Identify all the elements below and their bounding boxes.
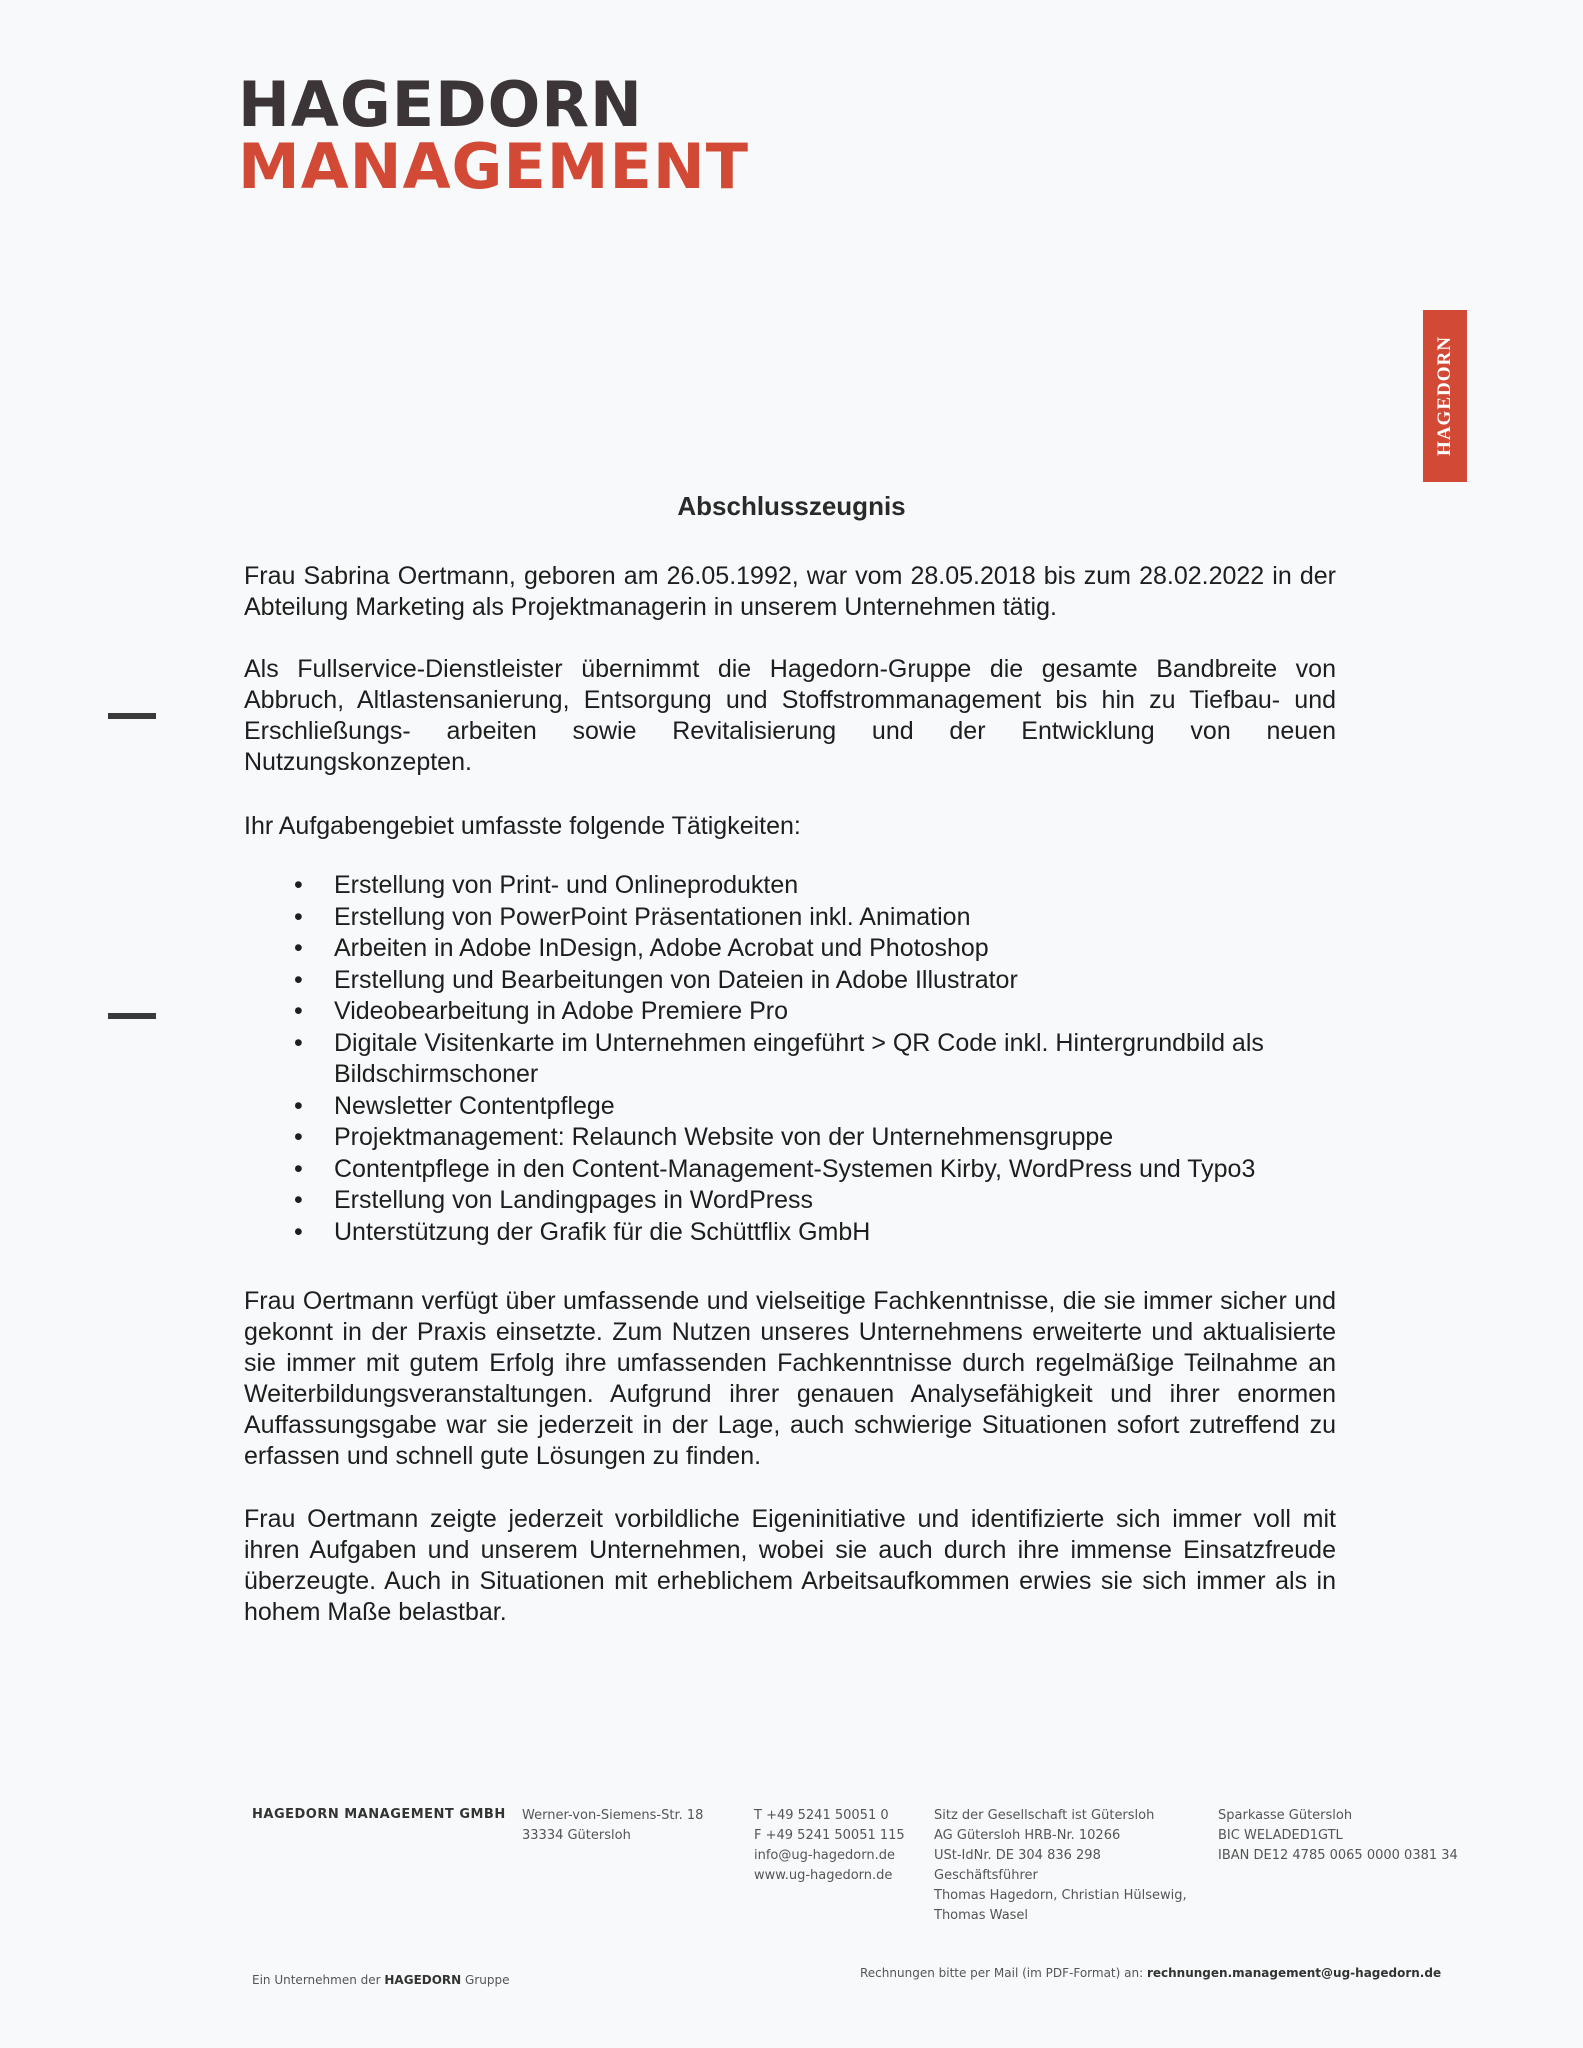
paragraph-intro: Frau Sabrina Oertmann, geboren am 26.05.1992, war vom 28.05.2018 bis zum 28.02.2022 in der Abteilung Marketing als Projektmanagerin in unserem Unternehmen tätig. <box>244 562 1336 621</box>
footer-email: info@ug-hagedorn.de <box>754 1848 895 1863</box>
paragraph-initiative: Frau Oertmann zeigte jederzeit vorbildliche Eigeninitiative und identifizierte sich immer voll mit ihren Aufgaben und unserem Unternehmen, wobei sie auch durch ihre immense Einsatzfreude überzeugte. Auch in Situationen mit erheblichem Arbeitsaufkommen erwies sie sich immer als in hohem Maße belastbar. <box>244 1505 1336 1626</box>
footer-legal-line: Thomas Wasel <box>934 1908 1029 1923</box>
company-logo <box>238 68 750 203</box>
paragraph-tasks-intro: Ihr Aufgabengebiet umfasste folgende Tätigkeiten: <box>244 812 801 840</box>
footer-address <box>522 1806 703 1846</box>
footer-group-suffix: Gruppe <box>465 1973 510 1987</box>
paragraph-skills: Frau Oertmann verfügt über umfassende und vielseitige Fachkenntnisse, die sie immer sicher und gekonnt in der Praxis einsetzte. Zum Nutzen unseres Unternehmens erweiterte und aktualisierte sie immer mit gutem Erfolg ihre umfassenden Fachkenntnisse durch regelmäßige Teilnahme an Weiterbildungsveranstaltungen. Aufgrund ihrer genauen Analysefähigkeit und ihrer enormen Auffassungsgabe war sie jederzeit in der Lage, auch schwierige Situationen sofort zutreffend zu erfassen und schnell gute Lösungen zu finden. <box>244 1287 1336 1470</box>
footer-group-name: HAGEDORN <box>384 1973 462 1987</box>
footer-invoice-note <box>860 1966 1441 1980</box>
list-item: • Newsletter Contentpflege <box>244 1091 1336 1123</box>
list-item: • Erstellung von Landingpages in WordPress <box>244 1185 1336 1217</box>
list-item: • Digitale Visitenkarte im Unternehmen eingeführt > QR Code inkl. Hintergrundbild als Bildschirmschoner <box>244 1028 1336 1091</box>
footer-company-name: HAGEDORN MANAGEMENT GMBH <box>252 1807 506 1822</box>
document-title: Abschlusszeugnis <box>677 491 906 521</box>
footer-invoice-email[interactable]: rechnungen.management@ug-hagedorn.de <box>1146 1966 1442 1980</box>
footer-legal <box>934 1806 1187 1926</box>
list-item: • Arbeiten in Adobe InDesign, Adobe Acrobat und Photoshop <box>244 933 1336 965</box>
side-tab-brand <box>1423 310 1467 482</box>
footer-legal-line: USt-IdNr. DE 304 836 298 <box>934 1848 1101 1863</box>
footer-phone: T +49 5241 50051 0 <box>754 1808 889 1823</box>
list-item: • Videobearbeitung in Adobe Premiere Pro <box>244 996 1336 1028</box>
footer-bank-line: BIC WELADED1GTL <box>1218 1828 1343 1843</box>
footer-fax: F +49 5241 50051 115 <box>754 1828 905 1843</box>
list-item: • Unterstützung der Grafik für die Schüttflix GmbH <box>244 1217 1336 1249</box>
footer-bank-line: Sparkasse Gütersloh <box>1218 1808 1353 1823</box>
fold-mark-top <box>108 713 156 719</box>
list-item: • Erstellung von PowerPoint Präsentationen inkl. Animation <box>244 902 1336 934</box>
side-tab-label: HAGEDORN <box>1434 336 1455 456</box>
footer-website: www.ug-hagedorn.de <box>754 1868 893 1883</box>
list-item: • Projektmanagement: Relaunch Website von der Unternehmensgruppe <box>244 1122 1336 1154</box>
footer-contact <box>754 1806 905 1886</box>
footer-bank <box>1218 1806 1458 1866</box>
footer-address-line: 33334 Gütersloh <box>522 1828 631 1843</box>
footer-legal-line: Thomas Hagedorn, Christian Hülsewig, <box>934 1888 1187 1903</box>
logo-line-2: MANAGEMENT <box>238 130 750 203</box>
footer-address-line: Werner-von-Siemens-Str. 18 <box>522 1808 704 1823</box>
footer-group-note <box>252 1973 510 1987</box>
list-item: • Contentpflege in den Content-Management-Systemen Kirby, WordPress und Typo3 <box>244 1154 1336 1186</box>
fold-mark-middle <box>108 1013 156 1019</box>
footer-group-prefix: Ein Unternehmen der <box>252 1973 381 1987</box>
logo-line-1: HAGEDORN <box>238 68 643 141</box>
list-item: • Erstellung von Print- und Onlineprodukten <box>244 870 1336 902</box>
footer-bank-line: IBAN DE12 4785 0065 0000 0381 34 <box>1218 1848 1458 1863</box>
footer-legal-line: AG Gütersloh HRB-Nr. 10266 <box>934 1828 1121 1843</box>
paragraph-company: Als Fullservice-Dienstleister übernimmt die Hagedorn-Gruppe die gesamte Bandbreite von Abbruch, Altlastensanierung, Entsorgung und Stoffstrommanagement bis hin zu Tiefbau- und Erschließungs- arbeiten sowie Revitalisierung und der Entwicklung von neuen Nutzungskonzepten. <box>244 655 1336 776</box>
footer-legal-line: Geschäftsführer <box>934 1868 1038 1883</box>
task-list <box>244 870 1336 1248</box>
footer-legal-line: Sitz der Gesellschaft ist Gütersloh <box>934 1808 1155 1823</box>
footer-invoice-text: Rechnungen bitte per Mail (im PDF-Format) an: <box>860 1966 1144 1980</box>
list-item: • Erstellung und Bearbeitungen von Dateien in Adobe Illustrator <box>244 965 1336 997</box>
